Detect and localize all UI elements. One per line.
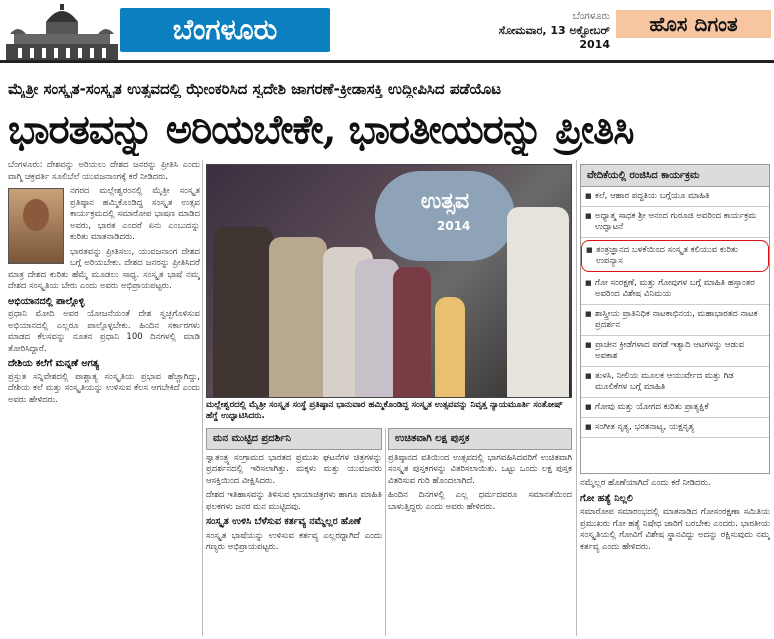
article-paragraph: ಸ್ವಾತಂತ್ರ್ಯ ಸಂಗ್ರಾಮದ ಭಾರತದ ಪ್ರಮುಖ ಘಟನೆಗಳ ಚಿತ್ರಗಳನ್ನು ಪ್ರದರ್ಶನದಲ್ಲಿ ಇರಿಸಲಾಗಿತ್ತು. ಮಕ್ಕಳು ಮತ್ತು ಯುವಜನರು ಆಸಕ್ತಿಯಿಂದ ವೀಕ್ಷಿಸಿದರು.	[206, 452, 382, 486]
dateline-city: ಬೆಂಗಳೂರು	[572, 11, 610, 22]
program-item: ■ ತುಳಸಿ, ನೀಲಿಯ ಮೂಲಕ ಆಯುರ್ವೇದ ಮತ್ತು ಗಿಡ ಮೂಲಿಕೆಗಳ ಬಗ್ಗೆ ಮಾಹಿತಿ	[581, 367, 769, 398]
column-divider	[385, 428, 386, 636]
program-item: ■ ಸಂಗೀತ ನೃತ್ಯ, ಭರತನಾಟ್ಯ, ಯಕ್ಷನೃತ್ಯ	[581, 418, 769, 438]
photo-caption: ಮಲ್ಲೇಶ್ವರದಲ್ಲಿ ಮೈತ್ರೀ ಸಂಸ್ಕೃತ ಸಂಸ್ಥೆ ಪ್ರತಿಷ್ಠಾನ ಭಾನುವಾರ ಹಮ್ಮಿಕೊಂಡಿದ್ದ ಸಂಸ್ಕೃತ ಉತ್ಸವವನ್ನು ನಿವೃತ್ತ ನ್ಯಾಯಮೂರ್ತಿ ಸಂತೋಷ್ ಹೆಗ್ಡೆ ಉದ್ಘಾಟಿಸಿದರು.	[206, 400, 563, 421]
program-item: ■ ಅಧ್ಯಾತ್ಮ ಸಾಧಕ ಶ್ರೀ ಆನಂದ ಗುರೂಜಿ ಅವರಿಂದ ಕಾರ್ಯಕ್ರಮ ಉದ್ಘಾಟನೆ	[581, 207, 769, 238]
photo-person	[269, 237, 327, 397]
article-paragraph: ದೇಶದ ಇತಿಹಾಸವನ್ನು ತಿಳಿಸುವ ಛಾಯಾಚಿತ್ರಗಳು ಹಾಗೂ ಮಾಹಿತಿ ಫಲಕಗಳು ಜನರ ಮನ ಮುಟ್ಟಿದವು.	[206, 490, 382, 512]
free-books-article	[388, 428, 572, 636]
event-photo	[206, 164, 572, 398]
story-subheading: ಅಭಿಯಾನದಲ್ಲಿ ಪಾಲ್ಗೊಳ್ಳಿ	[8, 295, 85, 307]
program-item: ■ ಕಲೆ, ಆಹಾರ ಪದ್ಧತಿಯ ಬಗ್ಗೆಯೂ ಮಾಹಿತಿ	[581, 187, 769, 207]
photo-person	[213, 227, 273, 397]
newspaper-name: ಹೊಸ ದಿಗಂತ	[616, 10, 771, 38]
article-subheading: ಗೋ ಹತ್ಯೆ ನಿಲ್ಲಲಿ	[580, 492, 633, 504]
program-sidebar	[580, 164, 770, 474]
column-divider	[576, 160, 577, 636]
story-kicker: ಮೈತ್ರೀ ಸಂಸ್ಕೃತ-ಸಂಸ್ಕೃತ ಉತ್ಸವದಲ್ಲಿ ಝೇಂಕರಿಸಿದ ಸ್ವದೇಶಿ ಜಾಗರಣೆ-ಕ್ರೀಡಾಸಕ್ತಿ ಉದ್ದೀಪಿಸಿದ ಪಡೆಯೊಟ	[8, 80, 501, 98]
photo-person	[393, 267, 431, 397]
story-left-column	[8, 160, 200, 636]
story-paragraph: ಪ್ರಧಾನಿ ಮೋದಿ ಅವರ ಯೋಜನೆಯಂತೆ ದೇಶ ಸ್ವಚ್ಛಗೊಳಿಸುವ ಅಭಿಯಾನದಲ್ಲಿ ಎಲ್ಲರೂ ಪಾಲ್ಗೊಳ್ಳಬೇಕು. ಹಿಂದಿನ ಸರ್ಕಾರಗಳು ಮಾಡದ ಕೆಲಸವನ್ನು ನೂತನ ಪ್ರಧಾನಿ 100 ದಿನಗಳಲ್ಲಿ ಮಾಡಿ ತೋರಿಸಿದ್ದಾರೆ.	[8, 309, 200, 354]
program-item: ■ ಗೋ ಸಂರಕ್ಷಣೆ, ಮತ್ತು ಗೋವುಗಳ ಬಗ್ಗೆ ಮಾಹಿತಿ ಹಸ್ತಾಂತರ ಅವರಿಂದ ವಿಶೇಷ ವಿನಿಮಯ	[581, 274, 769, 305]
program-item: ■ ಗೋವು ಮತ್ತು ಯೋಗದ ಕುರಿತು ಪ್ರಾತ್ಯಕ್ಷಿಕೆ	[581, 398, 769, 418]
program-list	[581, 187, 769, 438]
utsava-banner: ಉತ್ಸವ	[375, 171, 515, 261]
program-item: ■ ಪ್ರಾಚೀನ ಕ್ರೀಡೆಗಳಾದ ಪಗಡೆ ಇತ್ಯಾದಿ ಆಟಗಳನ್ನು ಆಡುವ ಅವಕಾಶ	[581, 336, 769, 367]
story-paragraph: ಭಾರತವನ್ನು ಪ್ರೀತಿಸಲು, ಯುವಜನಾಂಗ ದೇಶದ ಬಗ್ಗೆ ಅರಿಯಬೇಕು. ದೇಶದ ಜನರನ್ನು ಪ್ರೀತಿಸಿದರೆ ಮಾತ್ರ ದೇಶದ ಕುರಿತು ಹೆಮ್ಮೆ ಮೂಡಲು ಸಾಧ್ಯ. ಸಂಸ್ಕೃತ ಭಾಷೆ ನಮ್ಮ ದೇಶದ ಸಂಸ್ಕೃತಿಯ ಬೇರು ಎಂದು ಅವರು ಅಭಿಪ್ರಾಯಪಟ್ಟರು.	[8, 246, 200, 291]
program-item-highlighted: ■ ತಂತ್ರಜ್ಞಾನದ ಬಳಕೆಯಿಂದ ಸಂಸ್ಕೃತ ಕಲಿಯುವ ಕುರಿತು ಉಪನ್ಯಾಸ	[581, 240, 769, 272]
story-continuation	[580, 478, 770, 636]
story-headline: ಭಾರತವನ್ನು ಅರಿಯಬೇಕೇ, ಭಾರತೀಯರನ್ನು ಪ್ರೀತಿಸಿ	[8, 106, 634, 153]
exhibition-article	[206, 428, 382, 636]
speaker-portrait	[8, 188, 64, 264]
program-title: ವೇದಿಕೆಯಲ್ಲಿ ರಂಜಿಸಿದ ಕಾರ್ಯಕ್ರಮ	[581, 165, 769, 187]
photo-person	[507, 207, 569, 397]
column-divider	[202, 160, 203, 636]
story-subheading: ದೇಶಿಯ ಕಲೆಗೆ ಮನ್ನಣೆ ಅಗತ್ಯ	[8, 358, 100, 369]
article-heading: ಮನ ಮುಟ್ಟಿದ ಪ್ರದರ್ಶಿನಿ	[206, 428, 382, 450]
article-paragraph: ಪ್ರತಿಷ್ಠಾನದ ವತಿಯಿಂದ ಉತ್ಸವದಲ್ಲಿ ಭಾಗವಹಿಸಿದವರಿಗೆ ಉಚಿತವಾಗಿ ಸಂಸ್ಕೃತ ಪುಸ್ತಕಗಳನ್ನು ವಿತರಿಸಲಾಯಿತು. ಒಟ್ಟು ಒಂದು ಲಕ್ಷ ಪುಸ್ತಕ ವಿತರಿಸುವ ಗುರಿ ಹೊಂದಲಾಗಿದೆ.	[388, 452, 572, 486]
article-paragraph: ಸಮಾರೋಪ ಸಮಾರಂಭದಲ್ಲಿ ಮಾತನಾಡಿದ ಗೋಸಂರಕ್ಷಣಾ ಸಮಿತಿಯ ಪ್ರಮುಖರು ಗೋ ಹತ್ಯೆ ನಿಷೇಧ ಜಾರಿಗೆ ಬರಬೇಕು ಎಂದರು. ಭಾರತೀಯ ಸಂಸ್ಕೃತಿಯಲ್ಲಿ ಗೋವಿಗೆ ವಿಶೇಷ ಸ್ಥಾನವಿದ್ದು ಅದನ್ನು ರಕ್ಷಿಸುವುದು ನಮ್ಮ ಕರ್ತವ್ಯ ಎಂದು ಹೇಳಿದರು.	[580, 507, 770, 552]
story-paragraph: ಪ್ರಸ್ತುತ ಸನ್ನಿವೇಶದಲ್ಲಿ ಪಾಶ್ಚಾತ್ಯ ಸಂಸ್ಕೃತಿಯ ಪ್ರಭಾವ ಹೆಚ್ಚಾಗಿದ್ದು, ದೇಶಿಯ ಕಲೆ ಮತ್ತು ಸಂಸ್ಕೃತಿಯನ್ನು ಉಳಿಸುವ ಕೆಲಸ ಆಗಬೇಕಿದೆ ಎಂದು ಅವರು ಹೇಳಿದರು.	[8, 371, 200, 405]
article-subheading: ಸಂಸ್ಕೃತ ಉಳಿಸಿ ಬೆಳೆಸುವ ಕರ್ತವ್ಯ ನಮ್ಮೆಲ್ಲರ ಹೊಣೆ	[206, 516, 361, 527]
city-banner: ಬೆಂಗಳೂರು	[120, 8, 330, 52]
program-item: ■ ಶಾಸ್ತ್ರೀಯ ಪ್ರಾತಿನಿಧಿಕ ನಾಟಕಾಭಿನಯ, ಮಹಾಭಾರತದ ನಾಟಕ ಪ್ರದರ್ಶನ	[581, 305, 769, 336]
utsava-year: 2014	[437, 219, 471, 233]
masthead	[0, 0, 774, 62]
article-paragraph: ನಮ್ಮೆಲ್ಲರ ಹೊಣೆಯಾಗಿದೆ ಎಂದು ಕರೆ ನೀಡಿದರು.	[580, 478, 711, 488]
story-paragraph: ನಗರದ ಮಲ್ಲೇಶ್ವರಂನಲ್ಲಿ ಮೈತ್ರೀ ಸಂಸ್ಕೃತ ಪ್ರತಿಷ್ಠಾನ ಹಮ್ಮಿಕೊಂಡಿದ್ದ ಸಂಸ್ಕೃತ ಉತ್ಸವ ಕಾರ್ಯಕ್ರಮದಲ್ಲಿ ಸಮಾರೋಪ ಭಾಷಣ ಮಾಡಿದ ಅವರು, ಭಾರತ ಎಂದರೆ ಏನು ಎಂಬುದನ್ನು ಕುರಿತು ಮಾತನಾಡಿದರು.	[70, 186, 200, 242]
vidhana-soudha-logo-icon	[6, 4, 118, 60]
article-paragraph: ಸಂಸ್ಕೃತ ಭಾಷೆಯನ್ನು ಉಳಿಸುವ ಕರ್ತವ್ಯ ಎಲ್ಲರದ್ದಾಗಿದೆ ಎಂದು ಗಣ್ಯರು ಅಭಿಪ್ರಾಯಪಟ್ಟರು.	[206, 530, 382, 552]
oil-lamp	[435, 297, 465, 397]
story-lead: ಬೆಂಗಳೂರು: ದೇಶವನ್ನು ಅರಿಯಲು ದೇಶದ ಜನರನ್ನು ಪ್ರೀತಿಸಿ ಎಂದು ವಾಗ್ಮಿ ಚಕ್ರವರ್ತಿ ಸೂಲಿಬೆಲೆ ಯುವಜನಾಂಗಕ್ಕೆ ಕರೆ ನೀಡಿದರು.	[8, 160, 200, 182]
masthead-rule	[0, 60, 774, 63]
dateline	[470, 10, 610, 52]
dateline-date: ಸೋಮವಾರ, 13 ಅಕ್ಟೋಬರ್ 2014	[498, 24, 610, 51]
article-heading: ಉಚಿತವಾಗಿ ಲಕ್ಷ ಪುಸ್ತಕ	[388, 428, 572, 450]
article-paragraph: ಹಿಂದಿನ ದಿನಗಳಲ್ಲಿ ಎಲ್ಲ ಧರ್ಮದವರೂ ಸಮಾನತೆಯಿಂದ ಬಾಳುತ್ತಿದ್ದರು ಎಂದು ಅವರು ಹೇಳಿದರು.	[388, 490, 572, 512]
